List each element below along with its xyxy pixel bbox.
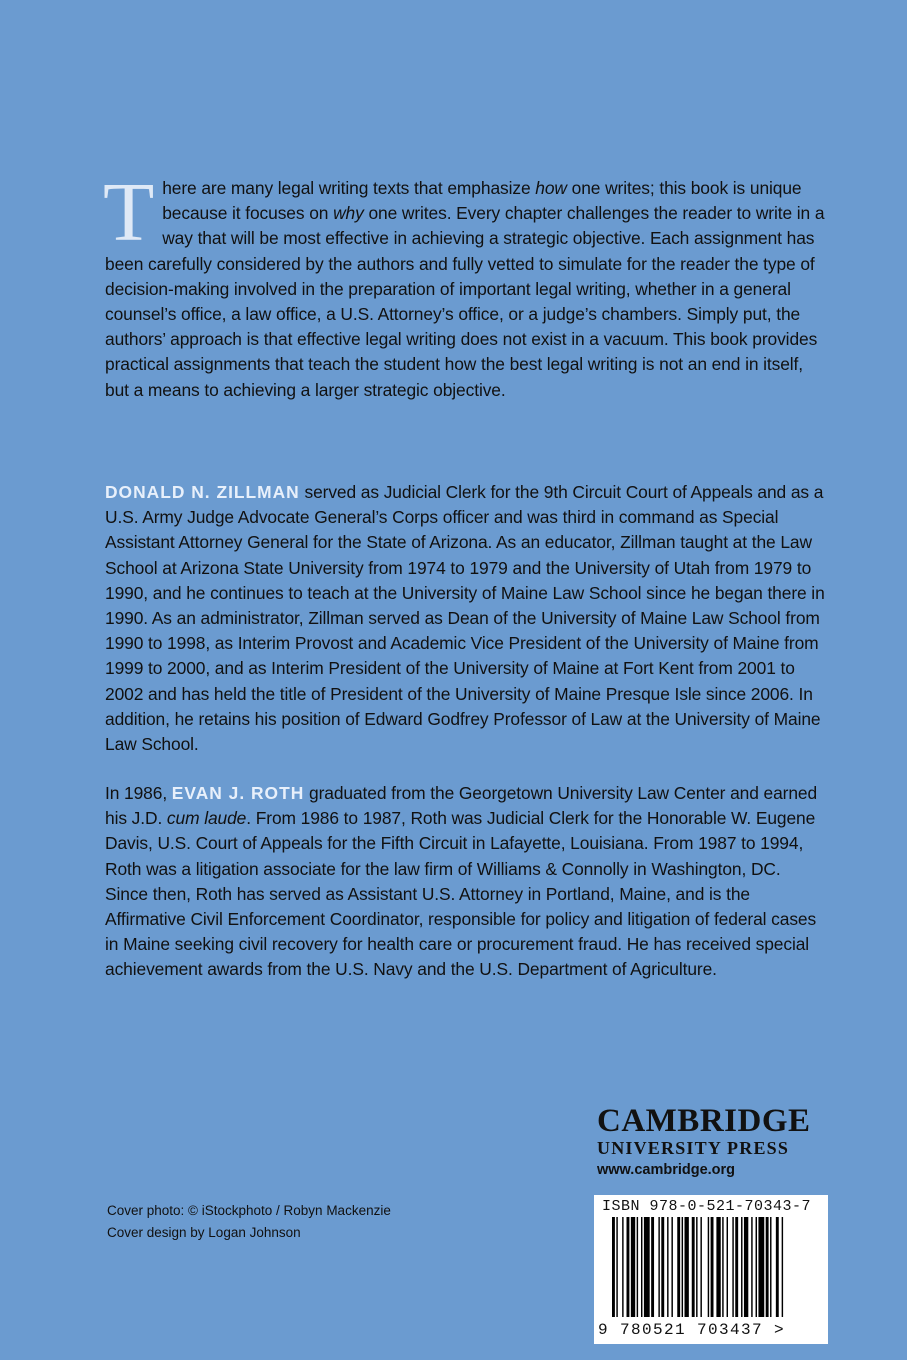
- blurb-text-3: one writes. Every chapter challenges the reader to write in a way that will be most effective in achieving a strategic objective. Each assignment has been carefully considered by the authors and fully vetted to simulate for the reader the type of decision-making involved in the preparation of important legal writing, whether in a general counsel’s office, a law office, a U.S. Attorney’s office, or a judge’s chambers. Simply put, the authors’ approach is that effective legal writing does not exist in a vacuum. This book provides practical assignments that teach the student how the best legal writing is not an end in itself, but a means to achieving a larger strategic objective.: [105, 203, 825, 400]
- drop-cap: T: [103, 166, 155, 259]
- barcode-bar: [758, 1217, 764, 1317]
- barcode-bar: [692, 1217, 695, 1317]
- barcode-box: [594, 1195, 828, 1344]
- blurb-emphasis-why: why: [333, 203, 364, 224]
- barcode-bar: [711, 1217, 714, 1317]
- barcode-bar: [661, 1217, 664, 1317]
- barcode-bar: [671, 1217, 672, 1317]
- bio-emphasis-cum-laude: cum laude: [166, 808, 247, 829]
- barcode-bar: [716, 1217, 720, 1317]
- barcode-digits: 9 780521 703437 >: [598, 1321, 786, 1339]
- cover-design-credit: Cover design by Logan Johnson: [107, 1225, 301, 1240]
- barcode-bar: [776, 1217, 779, 1317]
- barcode-bar: [722, 1217, 723, 1317]
- barcode-bar: [766, 1217, 769, 1317]
- barcode-bar: [627, 1217, 630, 1317]
- barcode-bar: [751, 1217, 752, 1317]
- barcode-bar: [682, 1217, 683, 1317]
- barcode-bar: [700, 1217, 701, 1317]
- barcode-bar: [677, 1217, 680, 1317]
- author-name-roth: EVAN J. ROTH: [171, 783, 305, 803]
- cover-photo-credit: Cover photo: © iStockphoto / Robyn Mackenzie: [107, 1203, 391, 1218]
- blurb-emphasis-how: how: [535, 178, 567, 198]
- barcode-bar: [756, 1217, 757, 1317]
- blurb-text-1: here are many legal writing texts that emphasize: [162, 178, 536, 198]
- publisher-url: www.cambridge.org: [597, 1162, 736, 1178]
- barcode-bar: [770, 1217, 771, 1317]
- barcode-bar: [651, 1217, 654, 1317]
- barcode-bar: [744, 1217, 748, 1317]
- bio-text-roth-1: graduated from the Georgetown University Law Center and earned his J.D.: [105, 783, 818, 829]
- barcode-bar: [667, 1217, 668, 1317]
- author-bio-zillman: [105, 480, 825, 757]
- barcode-bars: [602, 1217, 820, 1321]
- barcode-bar: [622, 1217, 623, 1317]
- barcode-bar: [708, 1217, 709, 1317]
- barcode-bar: [644, 1217, 650, 1317]
- isbn-label: ISBN 978-0-521-70343-7: [602, 1198, 812, 1215]
- barcode-bar: [658, 1217, 659, 1317]
- barcode-bar: [612, 1217, 615, 1317]
- back-cover-blurb: [103, 166, 825, 403]
- author-name-zillman: DONALD N. ZILLMAN: [105, 482, 300, 502]
- publisher-name: CAMBRIDGE: [597, 1103, 811, 1139]
- barcode-bar: [631, 1217, 635, 1317]
- barcode-bar: [735, 1217, 738, 1317]
- barcode-bar: [696, 1217, 697, 1317]
- bio-text-zillman: served as Judicial Clerk for the 9th Circuit Court of Appeals and as a U.S. Army Judge Advocate General’s Corps officer and was third in command as Special Assistant Attorney General for the State of Arizona. As an educator, Zillman taught at the Law School at Arizona State University from 1974 to 1979 and the University of Utah from 1979 to 1990, and he continues to teach at the University of Maine Law School since he began there in 1990. As an administrator, Zillman served as Dean of the University of Maine Law School from 1990 to 1998, as Interim Provost and Academic Vice President of the University of Maine from 1999 to 2000, and as Interim President of the University of Maine at Fort Kent from 2001 to 2002 and has held the title of President of the University of Maine Presque Isle since 2006. In addition, he retains his position of Edward Godfrey Professor of Law at the University of Maine Law School.: [105, 482, 825, 755]
- barcode-bar: [727, 1217, 728, 1317]
- barcode-bar: [637, 1217, 638, 1317]
- cover-credits: [107, 1200, 391, 1244]
- barcode-bar: [741, 1217, 742, 1317]
- blurb-text-2: one writes; this book is unique because it focuses on: [162, 178, 802, 224]
- barcode-bar: [616, 1217, 617, 1317]
- author-bio-roth: [105, 781, 825, 983]
- barcode-bar: [685, 1217, 689, 1317]
- barcode-bar: [782, 1217, 783, 1317]
- bio-text-roth-2: . From 1986 to 1987, Roth was Judicial Clerk for the Honorable W. Eugene Davis, U.S. Court of Appeals for the Fifth Circuit in Lafayette, Louisiana. From 1987 to 1994, Roth was a litigation associate for the law firm of Williams & Connolly in Washington, DC. Since then, Roth has served as Assistant U.S. Attorney in Portland, Maine, and is the Affirmative Civil Enforcement Coordinator, responsible for policy and litigation of federal cases in Maine seeking civil recovery for health care or procurement fraud. He has received special achievement awards from the U.S. Navy and the U.S. Department of Agriculture.: [105, 808, 817, 980]
- publisher-logo: [597, 1104, 827, 1182]
- barcode-bar: [732, 1217, 733, 1317]
- bio-intro-roth: In 1986,: [105, 783, 172, 803]
- publisher-press: UNIVERSITY PRESS: [597, 1138, 790, 1158]
- barcode-bar: [641, 1217, 642, 1317]
